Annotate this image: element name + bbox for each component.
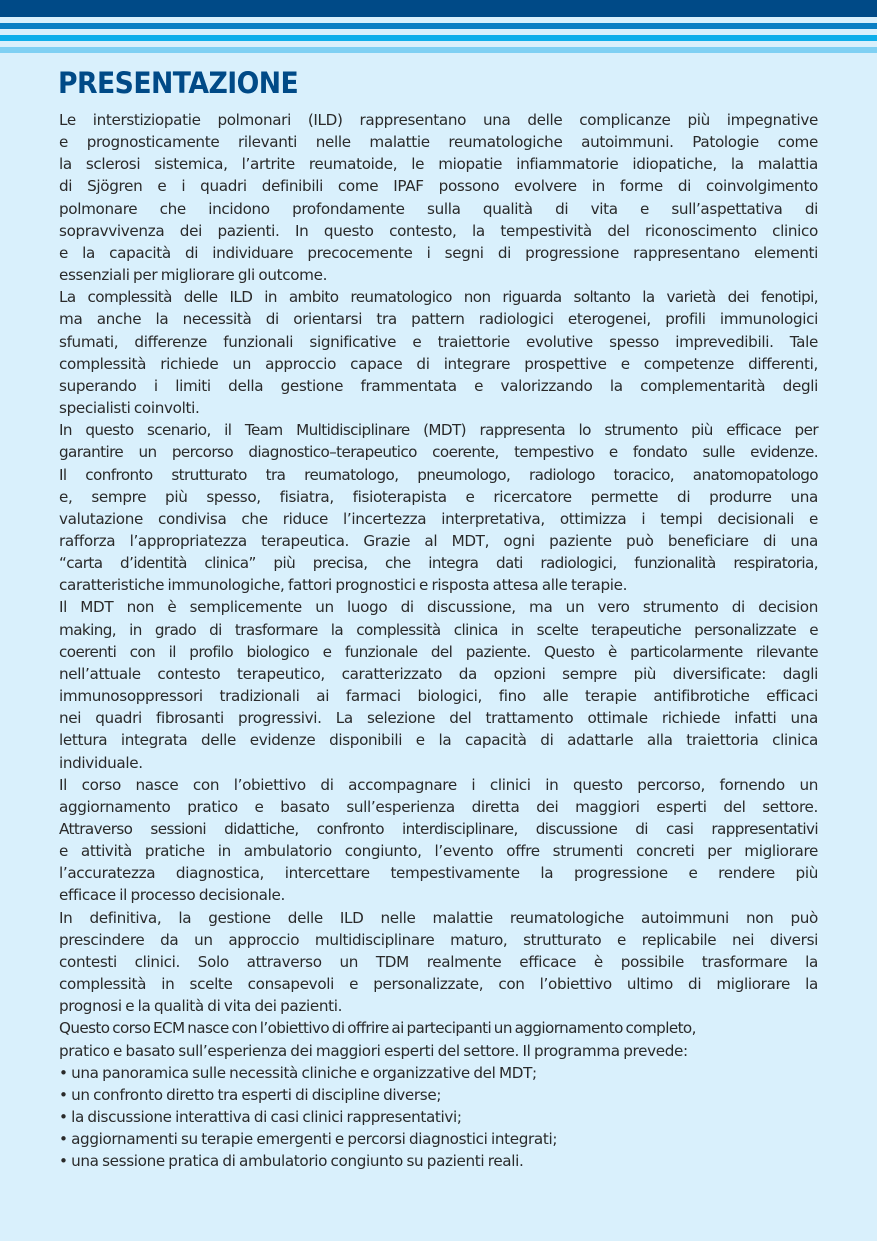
header-stripe-pale: [0, 47, 877, 53]
text-line: rafforza l’appropriatezza terapeutica. Grazie al MDT, ogni paziente può beneficiare di una: [59, 531, 818, 550]
body-text: [59, 109, 818, 1173]
header-stripes: [0, 0, 877, 54]
text-line: e la capacità di individuare precocemente i segni di progressione rappresentano elementi: [59, 243, 818, 262]
page-title: PRESENTAZIONE: [58, 66, 299, 100]
text-line: Il confronto strutturato tra reumatologo, pneumologo, radiologo toracico, anatomopatologo: [59, 465, 818, 484]
text-line: individuale.: [59, 753, 143, 772]
text-line: garantire un percorso diagnostico–terapeutico coerente, tempestivo e fondato sulle evidenze.: [59, 443, 818, 462]
text-line: pratico e basato sull’esperienza dei maggiori esperti del settore. Il programma prevede:: [59, 1041, 688, 1060]
text-line: e, sempre più spesso, fisiatra, fisioterapista e ricercatore permette di produrre una: [59, 487, 818, 506]
text-line: la sclerosi sistemica, l’artrite reumatoide, le miopatie infiammatorie idiopatiche, la malattia: [59, 155, 818, 174]
program-list-item: • un confronto diretto tra esperti di discipline diverse;: [59, 1085, 442, 1104]
text-line: di Sjögren e i quadri definibili come IPAF possono evolvere in forme di coinvolgimento: [59, 177, 818, 196]
header-stripe-bright: [0, 35, 877, 41]
paragraph-course: [59, 774, 818, 907]
paragraph-program-intro: [59, 1017, 818, 1061]
text-line: specialisti coinvolti.: [59, 399, 200, 418]
paragraph-conclusion: [59, 907, 818, 1018]
paragraph-intro: [59, 109, 818, 286]
text-line: superando i limiti della gestione frammentata e valorizzando la complementarità degli: [59, 376, 818, 395]
text-line: In questo scenario, il Team Multidisciplinare (MDT) rappresenta lo strumento più efficace per: [59, 421, 818, 440]
text-line: sfumati, differenze funzionali significative e traiettorie evolutive spesso imprevedibili. Tale: [59, 332, 818, 351]
text-line: aggiornamento pratico e basato sull’esperienza diretta dei maggiori esperti del settore.: [59, 797, 818, 816]
text-line: essenziali per migliorare gli outcome.: [59, 266, 328, 285]
text-line: complessità richiede un approccio capace di integrare prospettive e competenze differenti,: [59, 354, 818, 373]
text-line: nell’attuale contesto terapeutico, caratterizzato da opzioni sempre più diversificate: dagli: [59, 664, 818, 683]
text-line: Questo corso ECM nasce con l’obiettivo di offrire ai partecipanti un aggiornamento completo,: [59, 1019, 696, 1038]
text-line: ma anche la necessità di orientarsi tra pattern radiologici eterogenei, profili immunologici: [59, 310, 818, 329]
program-list-item: • aggiornamenti su terapie emergenti e percorsi diagnostici integrati;: [59, 1130, 558, 1149]
text-line: Le interstiziopatie polmonari (ILD) rappresentano una delle complicanze più impegnative: [59, 111, 818, 129]
text-line: prognosi e la qualità di vita dei pazienti.: [59, 997, 343, 1016]
paragraph-mdt: [59, 419, 818, 596]
text-line: “carta d’identità clinica” più precisa, che integra dati radiologici, funzionalità respiratoria,: [59, 554, 818, 573]
text-line: In definitiva, la gestione delle ILD nelle malattie reumatologiche autoimmuni non può: [59, 908, 818, 927]
text-line: efficace il processo decisionale.: [59, 886, 285, 905]
text-line: l’accuratezza diagnostica, intercettare tempestivamente la progressione e rendere più: [59, 864, 818, 883]
text-line: valutazione condivisa che riduce l’incertezza interpretativa, ottimizza i tempi decisionali e: [59, 509, 818, 528]
text-line: e attività pratiche in ambulatorio congiunto, l’evento offre strumenti concreti per migliorare: [59, 842, 818, 861]
text-line: complessità in scelte consapevoli e personalizzate, con l’obiettivo ultimo di migliorare la: [59, 975, 818, 994]
program-list-item: • la discussione interattiva di casi clinici rappresentativi;: [59, 1108, 462, 1127]
text-line: Il MDT non è semplicemente un luogo di discussione, ma un vero strumento di decision: [59, 598, 818, 617]
text-line: making, in grado di trasformare la complessità clinica in scelte terapeutiche personalizzate e: [59, 620, 818, 639]
text-line: coerenti con il profilo biologico e funzionale del paziente. Questo è particolarmente rilevante: [59, 642, 818, 661]
program-list-item: • una sessione pratica di ambulatorio congiunto su pazienti reali.: [59, 1152, 524, 1171]
text-line: caratteristiche immunologiche, fattori prognostici e risposta attesa alle terapie.: [59, 576, 628, 595]
header-stripe-dark: [0, 0, 877, 17]
text-line: prescindere da un approccio multidisciplinare maturo, strutturato e replicabile nei diversi: [59, 930, 818, 949]
text-line: contesti clinici. Solo attraverso un TDM realmente efficace è possibile trasformare la: [59, 952, 818, 971]
text-line: Attraverso sessioni didattiche, confronto interdisciplinare, discussione di casi rappresentativi: [59, 820, 818, 838]
text-line: immunosoppressori tradizionali ai farmaci biologici, fino alle terapie antifibrotiche efficaci: [59, 687, 818, 706]
text-line: nei quadri fibrosanti progressivi. La selezione del trattamento ottimale richiede infatti una: [59, 709, 818, 728]
paragraph-complexity: [59, 286, 818, 419]
paragraph-decision-making: [59, 596, 818, 773]
text-line: sopravvivenza dei pazienti. In questo contesto, la tempestività del riconoscimento clinico: [59, 221, 818, 240]
program-list: [59, 1062, 818, 1173]
text-line: e prognosticamente rilevanti nelle malattie reumatologiche autoimmuni. Patologie come: [59, 133, 818, 152]
text-line: La complessità delle ILD in ambito reumatologico non riguarda soltanto la varietà dei fenotipi,: [59, 288, 818, 307]
text-line: polmonare che incidono profondamente sulla qualità di vita e sull’aspettativa di: [59, 199, 818, 218]
text-line: lettura integrata delle evidenze disponibili e la capacità di adattarle alla traiettoria clinica: [59, 731, 818, 750]
text-line: Il corso nasce con l’obiettivo di accompagnare i clinici in questo percorso, fornendo un: [59, 775, 818, 794]
header-stripe-medium: [0, 23, 877, 29]
program-list-item: • una panoramica sulle necessità cliniche e organizzative del MDT;: [59, 1063, 537, 1082]
